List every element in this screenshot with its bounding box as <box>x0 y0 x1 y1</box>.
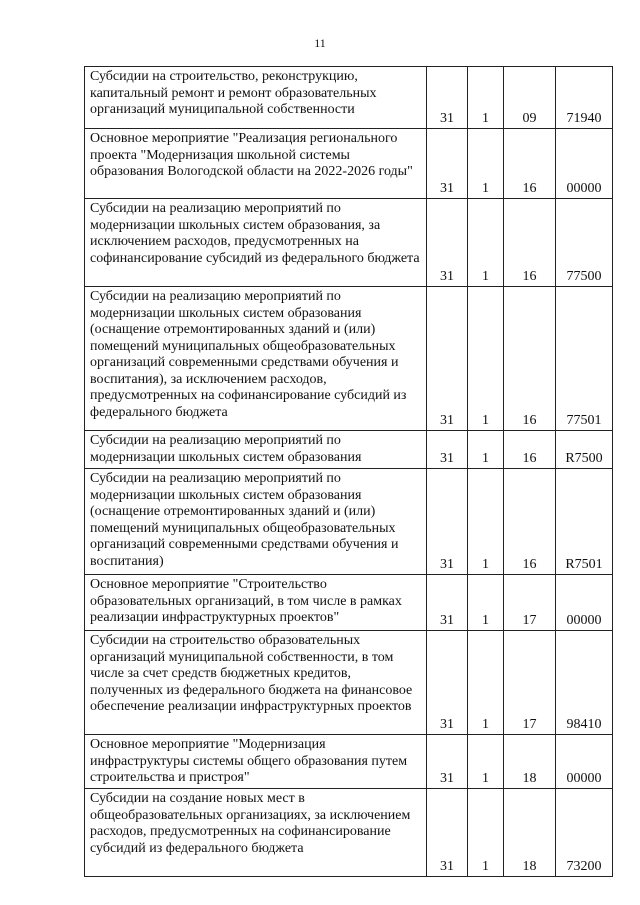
code-col-4: 77501 <box>556 287 613 431</box>
code-col-3: 18 <box>504 789 556 877</box>
code-col-4: R7501 <box>556 469 613 575</box>
code-col-2: 1 <box>468 431 504 469</box>
code-col-4: 73200 <box>556 789 613 877</box>
code-col-4: 00000 <box>556 735 613 789</box>
code-col-1: 31 <box>427 431 468 469</box>
table-row <box>85 789 613 877</box>
code-col-2: 1 <box>468 631 504 735</box>
table-row <box>85 67 613 129</box>
code-col-3: 16 <box>504 129 556 199</box>
code-col-1: 31 <box>427 575 468 631</box>
code-col-3: 18 <box>504 735 556 789</box>
code-col-1: 31 <box>427 631 468 735</box>
code-col-1: 31 <box>427 789 468 877</box>
code-col-3: 17 <box>504 631 556 735</box>
budget-classification-table <box>84 66 613 877</box>
code-col-2: 1 <box>468 575 504 631</box>
code-col-1: 31 <box>427 67 468 129</box>
table-row <box>85 735 613 789</box>
code-col-1: 31 <box>427 287 468 431</box>
code-col-4: R7500 <box>556 431 613 469</box>
code-col-1: 31 <box>427 469 468 575</box>
code-col-4: 00000 <box>556 575 613 631</box>
code-col-1: 31 <box>427 735 468 789</box>
table-row <box>85 129 613 199</box>
code-col-1: 31 <box>427 129 468 199</box>
table-row <box>85 199 613 287</box>
table-row <box>85 431 613 469</box>
row-description: Основное мероприятие "Реализация регионального проекта "Модернизация школьной системы образования Вологодской области на 2022-2026 годы" <box>85 129 427 199</box>
code-col-2: 1 <box>468 789 504 877</box>
table-row <box>85 469 613 575</box>
code-col-3: 16 <box>504 469 556 575</box>
code-col-3: 16 <box>504 287 556 431</box>
row-description: Субсидии на реализацию мероприятий по модернизации школьных систем образования (оснащение отремонтированных зданий и (или) помещений муниципальных общеобразовательных организаций современными средствами обучения и воспитания), за исключением расходов, предусмотренных на софинансирование субсидий из федерального бюджета <box>85 287 427 431</box>
table-row <box>85 287 613 431</box>
code-col-3: 17 <box>504 575 556 631</box>
row-description: Субсидии на строительство образовательных организаций муниципальной собственности, в том числе за счет средств бюджетных кредитов, полученных из федерального бюджета на финансовое обеспечение реализации инфраструктурных проектов <box>85 631 427 735</box>
code-col-2: 1 <box>468 469 504 575</box>
code-col-2: 1 <box>468 199 504 287</box>
code-col-2: 1 <box>468 129 504 199</box>
code-col-3: 16 <box>504 199 556 287</box>
row-description: Основное мероприятие "Модернизация инфраструктуры системы общего образования путем строительства и пристроя" <box>85 735 427 789</box>
row-description: Субсидии на реализацию мероприятий по модернизации школьных систем образования, за исключением расходов, предусмотренных на софинансирование субсидий из федерального бюджета <box>85 199 427 287</box>
row-description: Субсидии на строительство, реконструкцию, капитальный ремонт и ремонт образовательных организаций муниципальной собственности <box>85 67 427 129</box>
code-col-2: 1 <box>468 735 504 789</box>
row-description: Субсидии на реализацию мероприятий по модернизации школьных систем образования <box>85 431 427 469</box>
code-col-4: 98410 <box>556 631 613 735</box>
table-row <box>85 575 613 631</box>
code-col-4: 00000 <box>556 129 613 199</box>
table-row <box>85 631 613 735</box>
row-description: Основное мероприятие "Строительство образовательных организаций, в том числе в рамках реализации инфраструктурных проектов" <box>85 575 427 631</box>
code-col-4: 77500 <box>556 199 613 287</box>
code-col-4: 71940 <box>556 67 613 129</box>
code-col-2: 1 <box>468 67 504 129</box>
page-number: 11 <box>314 36 326 50</box>
code-col-2: 1 <box>468 287 504 431</box>
code-col-3: 16 <box>504 431 556 469</box>
row-description: Субсидии на реализацию мероприятий по модернизации школьных систем образования (оснащение отремонтированных зданий и (или) помещений муниципальных общеобразовательных организаций современными средствами обучения и воспитания) <box>85 469 427 575</box>
code-col-3: 09 <box>504 67 556 129</box>
code-col-1: 31 <box>427 199 468 287</box>
row-description: Субсидии на создание новых мест в общеобразовательных организациях, за исключением расходов, предусмотренных на софинансирование субсидий из федерального бюджета <box>85 789 427 877</box>
